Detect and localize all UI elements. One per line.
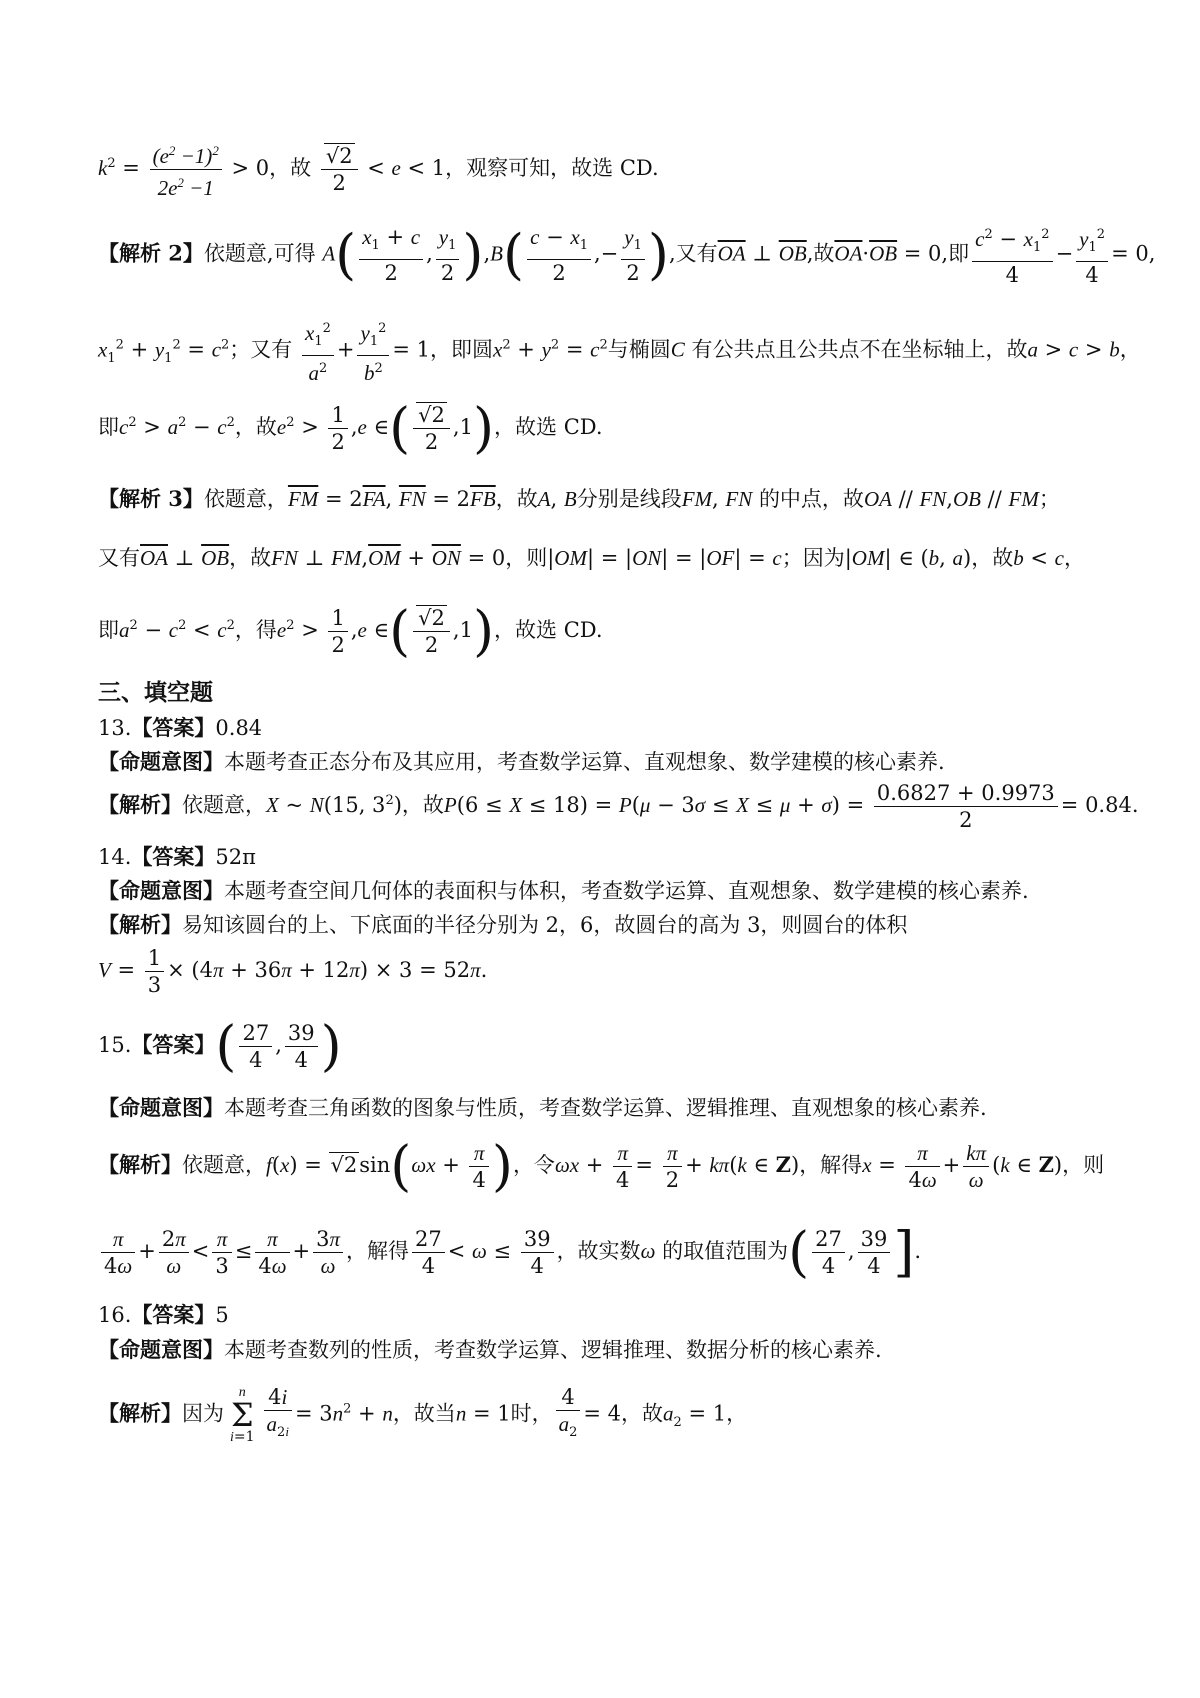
q14-volume: V = $\frac{1}{3}$ × (4π + 36π + 12π) × 3 = 52π. [98,946,488,997]
q16-intent: 【命题意图】本题考查数列的性质，考查数学运算、逻辑推理、数据分析的核心素养. [98,1337,882,1362]
q14-answer: 14.【答案】52π [98,844,256,869]
line-conclusion-3: 即$a^2 - c^2 < c^2$，得$e^2$ > $\frac{1}{2}$ ,e ∈( $\frac{√2}{2}$ ,1)，故选 CD. [98,599,603,663]
q13-intent: 【命题意图】本题考查正态分布及其应用，考查数学运算、直观想象、数学建模的核心素养. [98,749,945,774]
q14-intent: 【命题意图】本题考查空间几何体的表面积与体积，考查数学运算、直观想象、数学建模的核心素养. [98,878,1029,903]
q13-solution: 【解析】依题意，X ~ N(15, $3^2$)，故P(6 ≤ X ≤ 18) = P(μ − 3σ ≤ X ≤ μ + σ) = $\frac{0.6827 + 0.9973}{2}$ = 0.84. [98,781,1139,832]
line-analysis-3: 【解析 3】依题意，$\overline{FM} = 2\overline{FA}$, $\overline{FN} = 2\overline{FB}$，故A, B分别是线段FM, FN 的中点，故OA // FN,OB // FM； [98,486,1060,511]
line-k-squared: $k^2$ = $\frac{(e^2 -1)^2}{2e^2 -1}$ > 0，故 $\frac{√2}{2}$ < e < 1，观察可知，故选 CD. [98,138,1140,201]
q14-solution: 【解析】易知该圆台的上、下底面的半径分别为 2，6，故圆台的高为 3，则圆台的体积 [98,912,908,937]
q15-answer: 15.【答案】( $\frac{27}{4}$ , $\frac{39}{4}$ ) [98,1014,342,1078]
line-conclusion-2: 即$c^2 > a^2 - c^2$，故$e^2$ > $\frac{1}{2}$ ,e ∈( $\frac{√2}{2}$ ,1)，故选 CD. [98,396,603,460]
q16-answer: 16.【答案】5 [98,1302,229,1327]
section-title: 三、填空题 [98,679,213,706]
q15-intent: 【命题意图】本题考查三角函数的图象与性质，考查数学运算、逻辑推理、直观想象的核心素养. [98,1095,987,1120]
line-circle-ellipse: $x_1^2 + y_1^2 = c^2$；又有 $\frac{x_1^2}{a^2}$ + $\frac{y_1^2}{b^2}$ = 1，即圆$x^2 + y^2 = c^2$与椭圆C 有公共点且公共点不在坐标轴上，故a > c > b， [98,316,1140,386]
line-perpendicular: 又有$\overline{OA}$ ⊥ $\overline{OB}$，故FN ⊥ $FM,\overline{OM} + \overline{ON} = 0$，则|OM| = |ON| = |OF| = c；因为|OM| ∈ (b, a)，故b < c， [98,546,1085,570]
q15-solution-2: $\frac{\pi}{4\omega}$ + $\frac{2\pi}{\omega}$ < $\frac{\pi}{3}$ ≤ $\frac{\pi}{4\omega}$ + $\frac{3\pi}{\omega}$ ，解得 $\frac{27}{4}$ < ω ≤ $\frac{39}{4}$ ，故实数ω 的取值范围为( $\frac{27}{4}$ , $\frac{39}{4}$ ]. [98,1226,1140,1279]
q16-solution: 【解析】因为 n Σ i=1 $\frac{4i}{a_{2i}}$ = $3n^2 + n$，故当n = 1时， $\frac{4}{a_2}$ = 4，故$a_2 = 1$， [98,1385,748,1446]
q15-solution: 【解析】依题意，f(x) = √2sin(ωx + $\frac{\pi}{4}$ )，令ωx + $\frac{\pi}{4}$ = $\frac{\pi}{2}$ + kπ(k ∈ Z)，解得x = $\frac{\pi}{4\omega}$ + $\frac{k\pi}{\omega}$ (k ∈ Z)，则 [98,1134,1105,1198]
q13-answer: 13.【答案】0.84 [98,715,263,740]
line-analysis-2: 【解析 2】依题意,可得 A( $\frac{x_1 + c}{2}$ , $\frac{y_1}{2}$ ),B( $\frac{c - x_1}{2}$ ,− $\frac{y_1}{2}$ ),又有$\overline{OA}$ ⊥ $\overline{OB}$,故$\overline{OA}\cdot\overline{OB} = 0$,即 $\frac{c^2 - x_1^2}{4}$ − $\frac{y_1^2}{4}$ = 0, [98,223,1156,288]
